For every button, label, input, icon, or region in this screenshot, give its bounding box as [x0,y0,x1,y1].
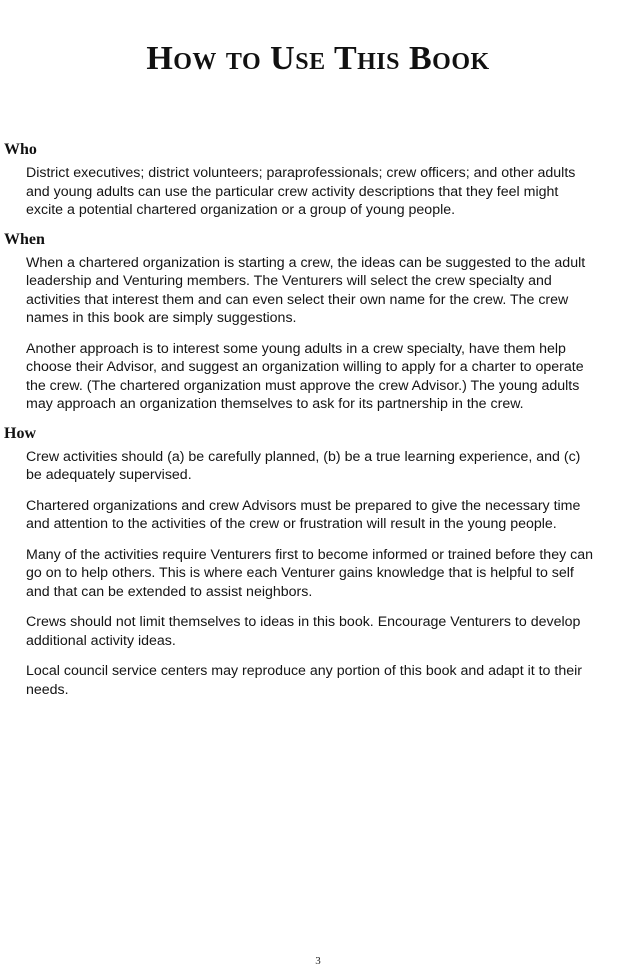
paragraph: Chartered organizations and crew Advisors must be prepared to give the necessary time and attention to the activities of the crew or frustration will result in the young people. [26,497,581,532]
page-title: How to Use This Book [146,40,490,77]
page-number: 3 [315,955,321,967]
section-when [4,230,594,414]
paragraph: District executives; district volunteers; paraprofessionals; crew officers; and other adults and young adults can use the particular crew activity descriptions that they feel might excite a potential chartered organization or a group of young people. [26,165,576,218]
section-heading-who: Who [4,141,37,158]
paragraph: Many of the activities require Venturers first to become informed or trained before they can go on to help others. This is where each Venturer gains knowledge that is helpful to self and that can be extended to assist neighbors. [26,546,593,600]
section-how [4,424,594,700]
content-body [4,140,594,711]
paragraph: Another approach is to interest some young adults in a crew specialty, have them help choose their Advisor, and suggest an organization willing to apply for a charter to operate the crew. (The chartered organization must approve the crew Advisor.) The young adults may approach an organization themselves to ask for its partnership in the crew. [26,340,584,412]
paragraph: Crew activities should (a) be carefully planned, (b) be a true learning experience, and (c) be adequately supervised. [26,448,581,483]
section-heading-when: When [4,230,45,248]
paragraph: When a chartered organization is starting a crew, the ideas can be suggested to the adult leadership and Venturing members. The Venturers will select the crew specialty and activities that interest them and can even select their own name for the crew. The crew names in this book are simply suggestions. [26,254,586,326]
paragraph: Local council service centers may reproduce any portion of this book and adapt it to their needs. [26,663,582,698]
section-heading-how: How [4,424,36,442]
section-who [4,140,594,220]
paragraph: Crews should not limit themselves to ideas in this book. Encourage Venturers to develop additional activity ideas. [26,614,581,649]
